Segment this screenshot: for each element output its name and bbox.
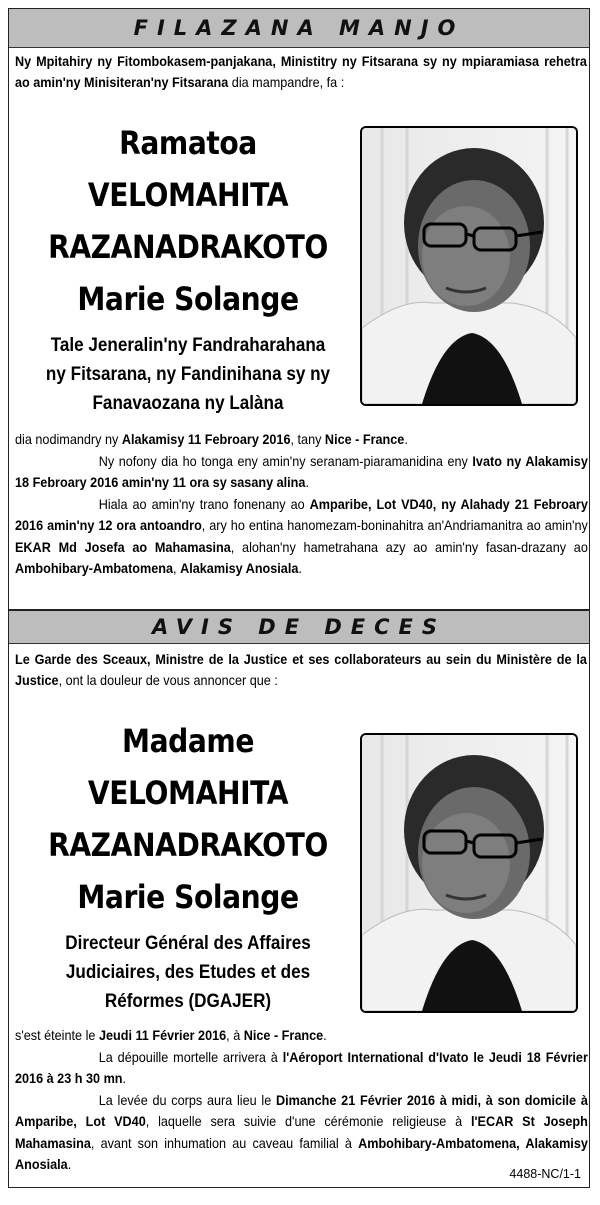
text: Hiala ao amin'ny trano fonenany ao: [98, 496, 310, 512]
bold-text: EKAR Md Josefa ao Mahamasina: [15, 539, 231, 555]
bold-text: l'ECAR St Joseph Mahamasina: [15, 1114, 588, 1151]
deceased-name-block: [13, 715, 363, 1016]
text: Ny nofony dia ho tonga eny amin'ny seranam-piaramanidina eny: [98, 453, 473, 469]
text: , ary ho entina hanomezam-boninahitra an'Andriamanitra ao amin'ny: [201, 518, 588, 533]
bold-text: Le Garde des Sceaux, Ministre de la Justice et ses collaborateurs au sein du Ministère de la Justice: [15, 652, 587, 688]
text: .: [305, 475, 309, 490]
text: , laquelle sera suivie d'une cérémonie religieuse à: [145, 1114, 471, 1129]
bold-text: Nice - France: [324, 432, 405, 447]
job-title-line: Directeur Général des Affaires: [65, 933, 311, 954]
text: .: [298, 561, 302, 576]
text: dia mampandre, fa :: [228, 75, 345, 90]
portrait-photo: [360, 126, 578, 406]
paragraph: [15, 1090, 588, 1176]
job-title-line: Réformes (DGAJER): [104, 991, 272, 1012]
banner-filazana-manjo: [9, 9, 589, 47]
text: , tany: [290, 432, 325, 447]
bold-text: Alakamisy Anosiala: [180, 561, 299, 576]
portrait-photo: [360, 733, 578, 1013]
name-line: Ramatoa: [119, 124, 257, 162]
job-title-line: Tale Jeneralin'ny Fandraharahana: [50, 335, 326, 356]
name-line: VELOMAHITA: [87, 176, 289, 214]
notice-malagasy: [8, 8, 590, 610]
name-line: Madame: [122, 722, 254, 760]
deceased-name-block: [13, 117, 363, 418]
text: .: [323, 1028, 327, 1043]
divider: [9, 643, 589, 644]
text: La dépouille mortelle arrivera à: [98, 1049, 283, 1065]
notice-body: [15, 1025, 588, 1176]
reference-number: 4488-NC/1-1: [509, 1167, 581, 1181]
text: , à: [226, 1028, 244, 1043]
bold-text: Ny Mpitahiry ny Fitombokasem-panjakana, Ministitry ny Fitsarana sy ny mpiaramiasa rehetra ao amin'ny Minisiteran'ny Fitsarana: [15, 54, 587, 90]
bold-text: Alakamisy 11 Febroary 2016: [121, 432, 291, 447]
name-line: Marie Solange: [77, 878, 299, 916]
name-line: Marie Solange: [77, 280, 299, 318]
text: dia nodimandry ny: [15, 432, 122, 447]
intro-text: [15, 51, 587, 93]
bold-text: Dimanche 21 Février 2016 à midi, à son domicile à Amparibe, Lot VD40: [15, 1092, 588, 1129]
text: .: [122, 1071, 127, 1086]
divider: [9, 47, 589, 48]
banner-title: FILAZANA MANJO: [133, 16, 465, 40]
bold-text: Jeudi 11 Février 2016: [98, 1028, 227, 1043]
bold-text: Ivato ny Alakamisy 18 Febroary 2016 amin'ny 11 ora sy sasany alina: [15, 453, 588, 490]
name-line: RAZANADRAKOTO: [48, 826, 328, 864]
bold-text: Nice - France: [243, 1028, 324, 1043]
bold-text: Ambohibary-Ambatomena: [15, 561, 174, 576]
text: La levée du corps aura lieu le: [98, 1092, 277, 1108]
paragraph: [15, 494, 588, 580]
banner-avis-de-deces: [9, 611, 589, 643]
paragraph: [15, 451, 588, 494]
text: , alohan'ny hametrahana azy ao amin'ny fasan-drazany ao: [230, 539, 588, 555]
intro-text: [15, 649, 587, 691]
bold-text: l'Aéroport International d'Ivato le Jeudi 18 Février 2016 à 23 h 30 mn: [15, 1049, 588, 1086]
bold-text: Ambohibary-Ambatomena, Alakamisy Anosiala: [15, 1135, 588, 1172]
job-title-line: Judiciaires, des Etudes et des: [65, 962, 311, 983]
name-line: VELOMAHITA: [87, 774, 289, 812]
paragraph: [15, 1025, 588, 1047]
text: ,: [173, 561, 181, 576]
job-title-line: ny Fitsarana, ny Fandinihana sy ny: [45, 364, 331, 385]
text: .: [404, 432, 408, 447]
bold-text: Amparibe, Lot VD40, ny Alahady 21 Febroary 2016 amin'ny 12 ora antoandro: [15, 496, 588, 533]
paragraph: [15, 1047, 588, 1090]
notice-french: [8, 610, 590, 1188]
job-title-line: Fanavaozana ny Lalàna: [92, 393, 284, 414]
text: .: [67, 1157, 72, 1172]
notice-body: [15, 429, 588, 580]
paragraph: [15, 429, 588, 451]
text: , ont la douleur de vous annoncer que :: [58, 673, 278, 688]
text: , avant son inhumation au caveau familial à: [90, 1135, 359, 1151]
text: s'est éteinte le: [15, 1028, 99, 1043]
name-line: RAZANADRAKOTO: [48, 228, 328, 266]
banner-title: AVIS DE DECES: [151, 615, 447, 639]
